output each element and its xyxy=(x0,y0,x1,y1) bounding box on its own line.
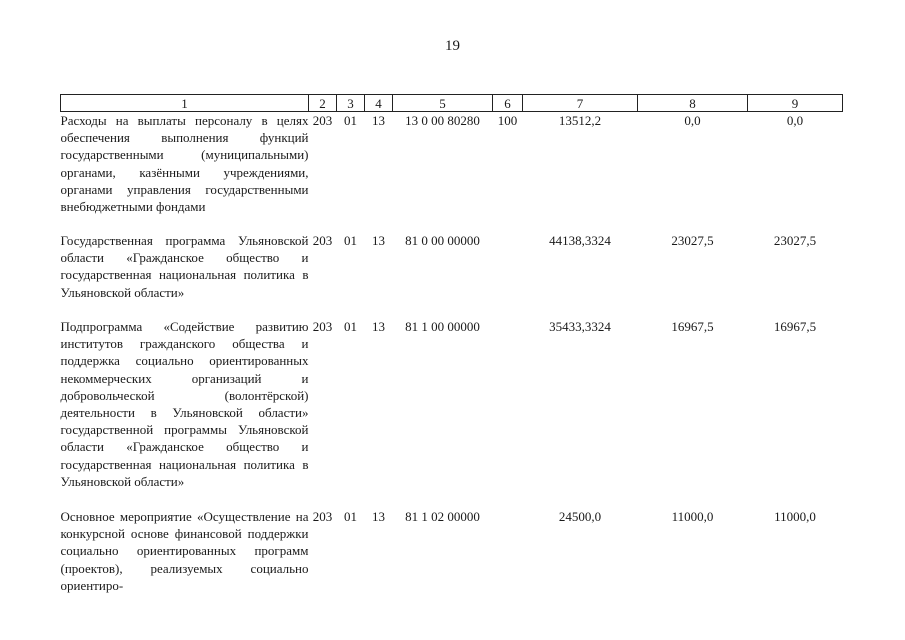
cell-subsection: 13 xyxy=(372,319,385,334)
column-header-2: 2 xyxy=(309,95,337,112)
cell-amount-7: 24500,0 xyxy=(558,509,602,524)
cell-admin-code: 203 xyxy=(312,113,333,128)
cell-amount-8: 11000,0 xyxy=(671,509,714,524)
table-header-row xyxy=(61,95,843,112)
cell-subsection: 13 xyxy=(372,233,385,248)
row-name: Подпрограмма «Содействие развитию институтов гражданского общества и поддержка социально ориентированных некоммерческих организаций и добровольческой (волонтёрской) деятельности в Ульяновской области» государственной программы Ульяновской области «Гражданское общество и государственная национальная политика в Ульяновской области» xyxy=(60,319,309,489)
table-row xyxy=(61,232,843,318)
column-header-6: 6 xyxy=(493,95,523,112)
cell-admin-code: 203 xyxy=(312,509,333,524)
cell-subsection: 13 xyxy=(372,509,385,524)
table-row xyxy=(61,112,843,233)
cell-section: 01 xyxy=(344,233,357,248)
cell-section: 01 xyxy=(344,113,357,128)
cell-expense-type xyxy=(493,318,523,508)
cell-expense-type xyxy=(493,232,523,318)
cell-amount-8: 23027,5 xyxy=(671,233,714,248)
column-header-5: 5 xyxy=(393,95,493,112)
cell-admin-code: 203 xyxy=(312,319,333,334)
table-row xyxy=(61,318,843,508)
row-name: Государственная программа Ульяновской области «Гражданское общество и государственная национальная политика в Ульяновской области» xyxy=(60,233,309,300)
column-header-1: 1 xyxy=(61,95,309,112)
cell-amount-9: 16967,5 xyxy=(773,319,817,334)
cell-admin-code: 203 xyxy=(312,233,333,248)
row-name: Расходы на выплаты персоналу в целях обеспечения выполнения функций государственными (муниципальными) органами, казёнными учреждениями, органами управления государственными внебюджетными фондами xyxy=(60,113,309,215)
cell-target-article: 81 0 00 00000 xyxy=(405,233,480,248)
cell-target-article: 81 1 00 00000 xyxy=(405,319,480,334)
cell-amount-9: 0,0 xyxy=(786,113,804,128)
row-name: Основное мероприятие «Осуществление на конкурсной основе финансовой поддержки социально ориентированных программ (проектов), реализуемых социально ориентиро- xyxy=(60,509,309,593)
cell-expense-type xyxy=(493,508,523,594)
column-header-3: 3 xyxy=(337,95,365,112)
cell-target-article: 13 0 00 80280 xyxy=(405,113,480,128)
page-number: 19 xyxy=(445,38,460,54)
column-header-8: 8 xyxy=(638,95,748,112)
cell-section: 01 xyxy=(344,319,357,334)
cell-amount-8: 16967,5 xyxy=(671,319,714,334)
cell-amount-8: 0,0 xyxy=(684,113,701,128)
budget-table xyxy=(60,94,843,594)
cell-amount-9: 23027,5 xyxy=(773,233,817,248)
cell-subsection: 13 xyxy=(372,113,385,128)
cell-amount-9: 11000,0 xyxy=(774,509,816,524)
cell-amount-7: 13512,2 xyxy=(558,113,602,128)
cell-expense-type: 100 xyxy=(497,113,518,128)
cell-section: 01 xyxy=(344,509,357,524)
column-header-7: 7 xyxy=(523,95,638,112)
cell-target-article: 81 1 02 00000 xyxy=(405,509,480,524)
column-header-4: 4 xyxy=(365,95,393,112)
table-row xyxy=(61,508,843,594)
column-header-9: 9 xyxy=(748,95,843,112)
cell-amount-7: 35433,3324 xyxy=(549,319,611,334)
cell-amount-7: 44138,3324 xyxy=(549,233,611,248)
